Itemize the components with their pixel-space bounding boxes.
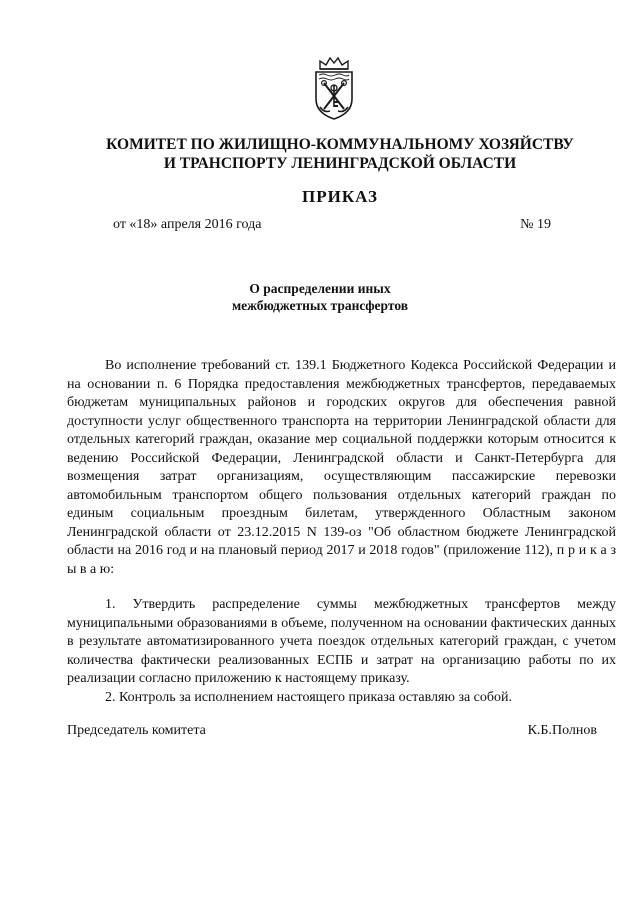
order-item-1: 1. Утвердить распределение суммы межбюджетных трансфертов между муниципальными образованиями в объеме, полученном на основании фактических данных в результате автоматизированного учета поездок отдельных категорий граждан, с учетом количества фактически реализованных ЕСПБ и затрат на организацию работы по их реализации согласно приложению к настоящему приказу.: [67, 597, 616, 686]
document-date: от «18» апреля 2016 года: [113, 217, 262, 232]
document-type: ПРИКАЗ: [302, 187, 378, 206]
preamble-paragraph: Во исполнение требований ст. 139.1 Бюджетного Кодекса Российской Федерации и на основании п. 6 Порядка предоставления межбюджетных трансфертов, передаваемых бюджетам муниципальных районов и городских округов для обеспечения равной доступности услуг общественного транспорта на территории Ленинградской области для отдельных категорий граждан, оказание мер социальной поддержки которым относится к ведению Российской Федерации, Ленинградской области и Санкт-Петербурга для возмещения затрат организациям, осуществляющим пассажирские перевозки автомобильным транспортом общего пользования отдельных категорий граждан по единым социальным проездным билетам, утвержденного Областным законом Ленинградской области от 23.12.2015 N 139-оз "Об областном бюджете Ленинградской области на 2016 год и на плановый период 2017 и 2018 годов" (приложение 112), п р и к а з ы в а ю:: [67, 358, 616, 577]
subject-line1: О распределении иных: [249, 281, 391, 296]
coat-of-arms-icon: [311, 55, 357, 121]
order-item-2: 2. Контроль за исполнением настоящего приказа оставляю за собой.: [105, 689, 513, 705]
signatory-role: Председатель комитета: [67, 723, 206, 738]
organization-name: [60, 135, 620, 173]
document-body: [67, 357, 616, 707]
organization-name-line2: И ТРАНСПОРТУ ЛЕНИНГРАДСКОЙ ОБЛАСТИ: [163, 155, 517, 172]
signatory-name: К.Б.Полнов: [527, 723, 597, 738]
subject-line2: межбюджетных трансфертов: [231, 298, 409, 313]
organization-name-line1: КОМИТЕТ ПО ЖИЛИЩНО-КОММУНАЛЬНОМУ ХОЗЯЙСТВУ: [106, 136, 574, 153]
document-number: № 19: [520, 217, 551, 232]
document-subject: [150, 280, 490, 314]
